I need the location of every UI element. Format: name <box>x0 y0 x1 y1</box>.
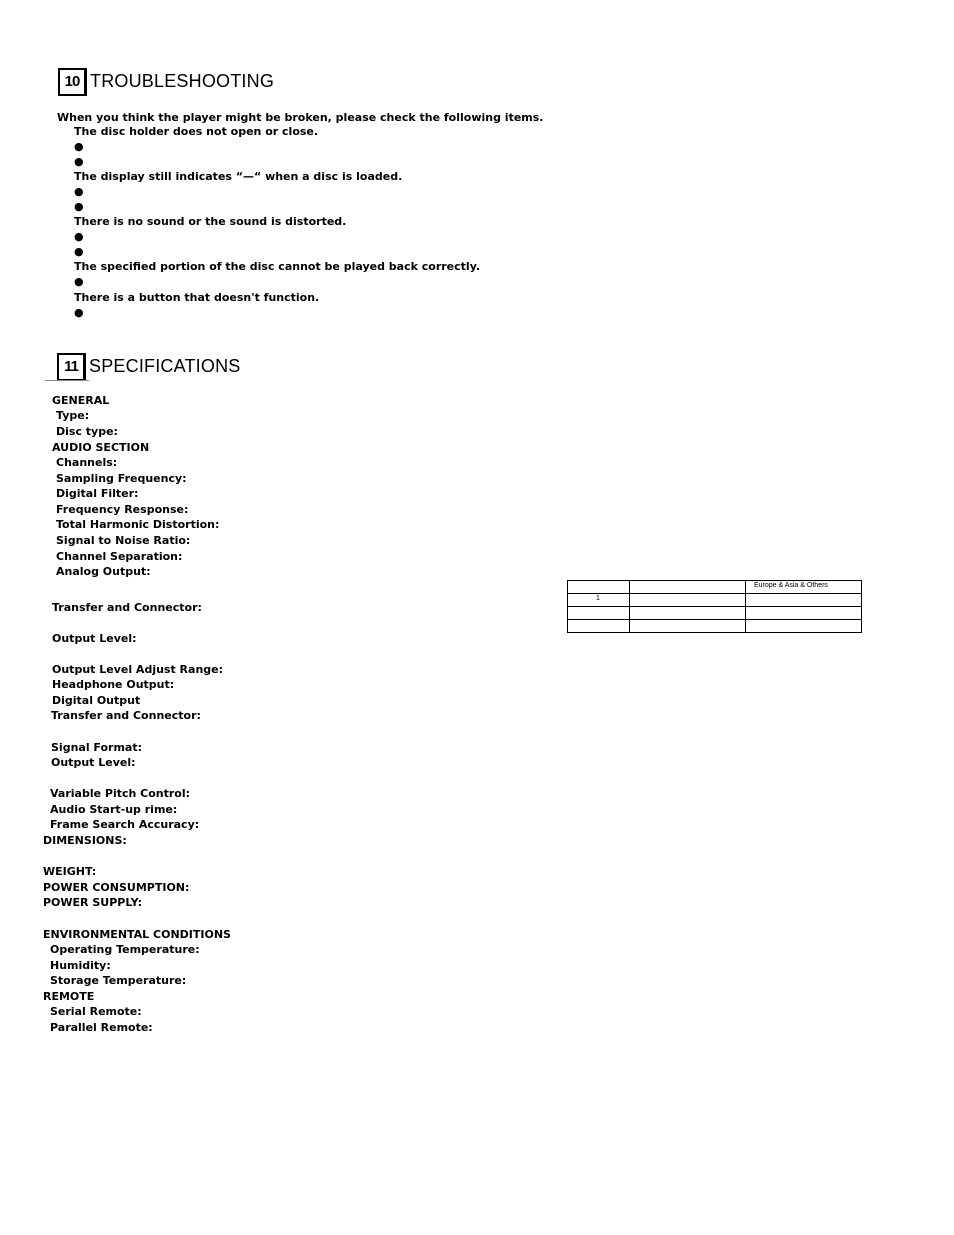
spec-dimensions: DIMENSIONS: <box>43 834 127 847</box>
table-row <box>568 620 862 633</box>
spec-analog-transfer: Transfer and Connector: <box>52 601 202 614</box>
spec-channels: Channels: <box>56 456 118 469</box>
spec-sampling-frequency: Sampling Frequency: <box>56 472 187 485</box>
spec-operating-temp: Operating Temperature: <box>50 943 200 956</box>
spec-frame-search: Frame Search Accuracy: <box>50 818 200 831</box>
trouble-item-3-question: There is no sound or the sound is distorted. <box>74 215 347 228</box>
trouble-item-4-question: The specified portion of the disc cannot be played back correctly. <box>74 260 481 273</box>
spec-frequency-response: Frequency Response: <box>56 503 189 516</box>
region-table <box>567 580 862 633</box>
spec-general: GENERAL <box>52 394 110 407</box>
spec-analog-output-level: Output Level: <box>52 632 137 645</box>
spec-digital-output: Digital Output <box>52 694 141 707</box>
table-row <box>568 594 862 607</box>
spec-digital-transfer: Transfer and Connector: <box>51 709 201 722</box>
bullet-icon: ● <box>74 275 84 288</box>
table-cell <box>630 607 746 620</box>
bullet-icon: ● <box>74 200 84 213</box>
bullet-icon: ● <box>74 230 84 243</box>
table-cell <box>746 607 862 620</box>
table-header-cell <box>630 581 746 594</box>
table-cell <box>568 607 630 620</box>
spec-digital-filter: Digital Filter: <box>56 487 139 500</box>
spec-analog-output: Analog Output: <box>56 565 151 578</box>
table-cell <box>746 594 862 607</box>
spec-power-consumption: POWER CONSUMPTION: <box>43 881 190 894</box>
table-cell <box>568 620 630 633</box>
spec-thd: Total Harmonic Distortion: <box>56 518 220 531</box>
section-underline <box>45 380 89 381</box>
table-header-cell <box>568 581 630 594</box>
table-row <box>568 607 862 620</box>
troubleshooting-intro: When you think the player might be broken, please check the following items. <box>57 111 544 124</box>
spec-snr: Signal to Noise Ratio: <box>56 534 191 547</box>
spec-environmental: ENVIRONMENTAL CONDITIONS <box>43 928 231 941</box>
section-title-specifications: SPECIFICATIONS <box>89 356 241 376</box>
bullet-icon: ● <box>74 306 84 319</box>
spec-storage-temp: Storage Temperature: <box>50 974 187 987</box>
bullet-icon: ● <box>74 155 84 168</box>
table-row <box>568 581 862 594</box>
spec-parallel-remote: Parallel Remote: <box>50 1021 153 1034</box>
section-title-troubleshooting: TROUBLESHOOTING <box>90 71 275 91</box>
trouble-item-2-question: The display still indicates “—“ when a disc is loaded. <box>74 170 403 183</box>
bullet-icon: ● <box>74 140 84 153</box>
section-number-specifications: 11 <box>57 353 86 381</box>
section-number-troubleshooting: 10 <box>58 68 87 96</box>
spec-weight: WEIGHT: <box>43 865 97 878</box>
spec-variable-pitch: Variable Pitch Control: <box>50 787 191 800</box>
table-cell <box>630 594 746 607</box>
table-cell: 1 <box>568 594 630 607</box>
spec-audio-section: AUDIO SECTION <box>52 441 150 454</box>
spec-digital-output-level: Output Level: <box>51 756 136 769</box>
trouble-item-1-question: The disc holder does not open or close. <box>74 125 319 138</box>
table-cell <box>630 620 746 633</box>
spec-signal-format: Signal Format: <box>51 741 143 754</box>
spec-type: Type: <box>56 409 90 422</box>
spec-power-supply: POWER SUPPLY: <box>43 896 143 909</box>
spec-disc-type: Disc type: <box>56 425 118 438</box>
spec-audio-startup: Audio Start-up rime: <box>50 803 178 816</box>
bullet-icon: ● <box>74 245 84 258</box>
trouble-item-5-question: There is a button that doesn't function. <box>74 291 320 304</box>
spec-output-level-adjust: Output Level Adjust Range: <box>52 663 224 676</box>
bullet-icon: ● <box>74 185 84 198</box>
table-header-cell: Europe & Asia & Others <box>746 581 862 594</box>
spec-remote: REMOTE <box>43 990 95 1003</box>
spec-serial-remote: Serial Remote: <box>50 1005 142 1018</box>
spec-humidity: Humidity: <box>50 959 111 972</box>
table-cell <box>746 620 862 633</box>
spec-headphone-output: Headphone Output: <box>52 678 175 691</box>
spec-channel-separation: Channel Separation: <box>56 550 183 563</box>
